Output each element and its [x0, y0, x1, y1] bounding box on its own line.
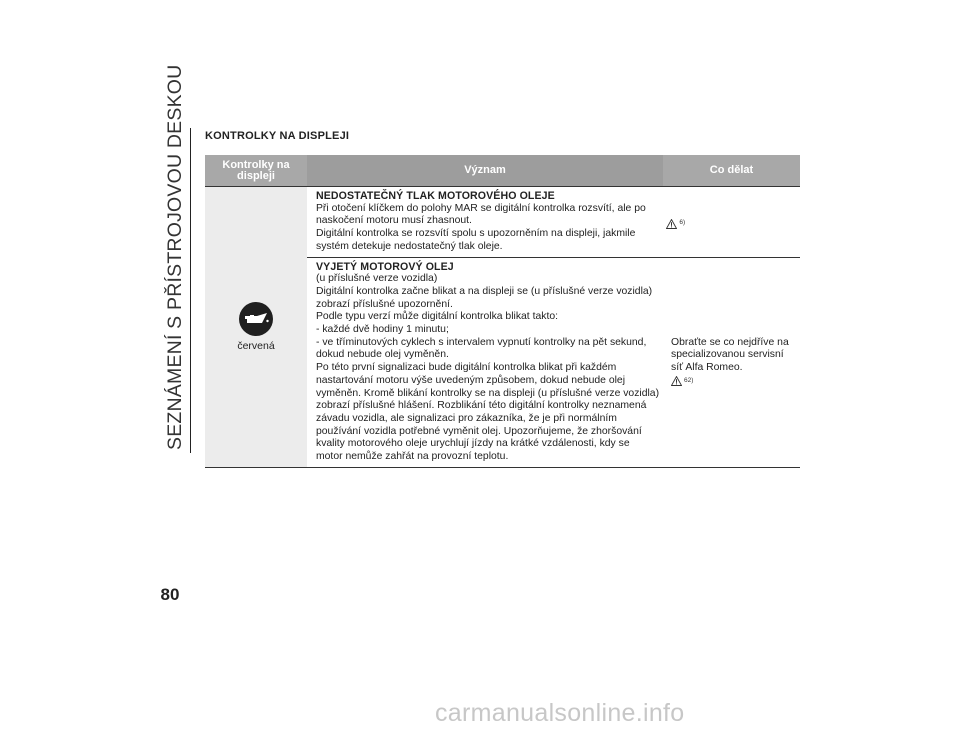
warning-ref-number: 62) — [684, 376, 694, 384]
warning-triangle-icon — [671, 376, 682, 386]
row-line: zobrazí příslušné upozornění. — [316, 298, 453, 310]
row-line: nastartování motoru výše uvedeným způsobem, dokud nebude olej — [316, 374, 626, 386]
warning-reference — [666, 217, 800, 230]
action-line: síť Alfa Romeo. — [671, 362, 743, 374]
warning-ref-number: 6) — [679, 219, 686, 227]
meaning-cell — [307, 187, 654, 257]
meaning-cell — [307, 258, 659, 467]
action-line: specializovanou servisní — [671, 349, 784, 361]
row-line: systém detekuje nedostatečný tlak oleje. — [316, 240, 503, 252]
table-row — [307, 258, 800, 467]
header-indicator: Kontrolky na displeji — [205, 155, 307, 186]
warning-reference — [671, 375, 800, 388]
section-title: KONTROLKY NA DISPLEJI — [205, 130, 350, 142]
row-line: motor nemůže zahřát na provozní teplotu. — [316, 451, 509, 463]
table-header — [205, 155, 800, 187]
chapter-title-text: SEZNÁMENÍ S PŘÍSTROJOVOU DESKOU — [164, 64, 186, 450]
row-line: používání vozidla potřebné vyměnit olej. Upozorňujeme, že zhoršování — [316, 425, 642, 437]
row-line: Digitální kontrolka se rozsvítí spolu s upozorněním na displeji, jakmile — [316, 228, 636, 240]
chapter-side-title — [160, 64, 190, 450]
row-line: zobrazí příslušné hlášení. Rozblikání této digitální kontrolky neznamená — [316, 400, 647, 412]
row-line: kvality motorového oleje urychlují jízdy na krátké vzdálenosti, kdy se — [316, 438, 630, 450]
row-line: (u příslušné verze vozidla) — [316, 273, 438, 285]
row-line: dokud nebude olej vyměněn. — [316, 349, 449, 361]
indicator-color-label: červená — [237, 339, 275, 352]
table-body — [205, 187, 800, 467]
header-action: Co dělat — [663, 155, 800, 186]
row-line: závadu vozidla, ale signalizaci pro zákazníka, že je při normálním — [316, 412, 617, 424]
action-cell — [659, 258, 800, 467]
oil-can-icon — [243, 312, 269, 326]
action-line: Obraťte se co nejdříve na — [671, 336, 789, 348]
row-line: - každé dvě hodiny 1 minutu; — [316, 324, 449, 336]
row-line: Podle typu verzí může digitální kontrolka blikat takto: — [316, 311, 558, 323]
row-line: vyměněn. Kromě blikání kontrolky se na displeji (u příslušné verze vozidla) — [316, 387, 660, 399]
table-row — [307, 187, 800, 258]
oil-pressure-badge — [239, 302, 273, 336]
action-cell — [654, 187, 800, 257]
table-rows — [307, 187, 800, 467]
header-meaning: Význam — [464, 164, 506, 176]
row-line: Po této první signalizaci bude digitální kontrolka blikat při každém — [316, 362, 617, 374]
row-line: Digitální kontrolka začne blikat a na displeji se (u příslušné verze vozidla) — [316, 285, 653, 297]
row-heading: VYJETÝ MOTOROVÝ OLEJ — [316, 260, 454, 273]
row-heading: NEDOSTATEČNÝ TLAK MOTOROVÉHO OLEJE — [316, 190, 555, 202]
indicator-cell — [205, 187, 307, 467]
chapter-divider — [190, 128, 191, 453]
indicator-table — [205, 155, 800, 468]
watermark: carmanualsonline.info — [435, 699, 685, 727]
warning-triangle-icon — [666, 219, 677, 229]
row-line: - ve tříminutových cyklech s intervalem vypnutí kontrolky na pět sekund, — [316, 336, 647, 348]
page-number: 80 — [160, 585, 180, 604]
row-line: naskočení motoru musí zhasnout. — [316, 215, 472, 227]
row-line: Při otočení klíčkem do polohy MAR se digitální kontrolka rozsvítí, ale po — [316, 202, 646, 214]
